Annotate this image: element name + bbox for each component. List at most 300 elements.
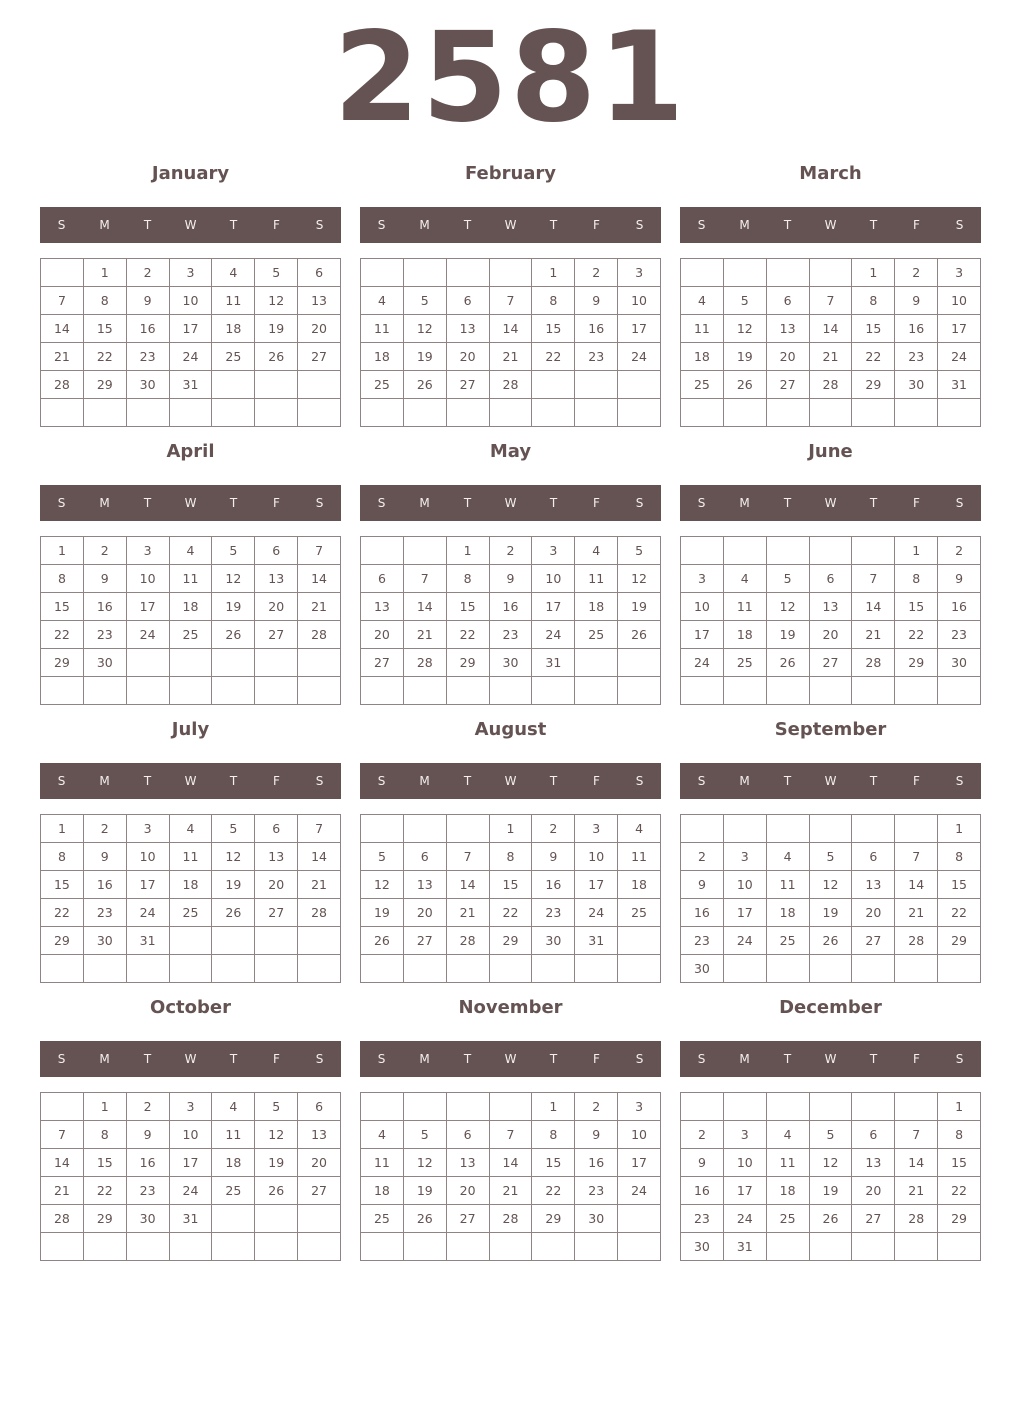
day-cell: 31 [938,371,981,399]
day-cell: 12 [212,565,255,593]
day-cell: 13 [810,593,853,621]
day-cell: 16 [938,593,981,621]
day-cell: 15 [532,1149,575,1177]
weekday-label: S [57,774,66,788]
day-cell: 4 [361,287,404,315]
weekday-header [40,763,341,799]
day-cell: 17 [170,1149,213,1177]
day-cell: 16 [575,1149,618,1177]
day-cell [361,815,404,843]
day-cell: 21 [298,593,341,621]
day-cell: 1 [41,537,84,565]
day-cell: 7 [298,815,341,843]
day-cell: 20 [298,1149,341,1177]
day-cell: 8 [84,287,127,315]
day-cell: 29 [938,927,981,955]
day-cell: 24 [681,649,724,677]
day-grid [40,536,341,705]
day-cell: 3 [938,259,981,287]
day-cell: 28 [490,1205,533,1233]
day-cell [212,927,255,955]
day-cell [361,955,404,983]
day-cell: 2 [490,537,533,565]
day-cell [618,649,661,677]
weekday-label: T [549,1052,558,1066]
weekday-label: T [143,496,152,510]
day-cell: 25 [767,1205,810,1233]
day-cell: 23 [532,899,575,927]
day-cell: 16 [681,1177,724,1205]
month-name: November [458,997,563,1018]
day-cell: 3 [575,815,618,843]
day-cell: 26 [255,343,298,371]
day-cell: 27 [298,1177,341,1205]
weekday-label: W [504,496,517,510]
day-cell: 14 [490,1149,533,1177]
day-cell [212,371,255,399]
day-cell: 12 [255,1121,298,1149]
day-cell: 12 [767,593,810,621]
day-cell: 7 [852,565,895,593]
day-cell [490,399,533,427]
day-cell: 29 [490,927,533,955]
day-cell: 1 [532,1093,575,1121]
day-cell: 7 [404,565,447,593]
day-cell [852,537,895,565]
day-cell: 15 [852,315,895,343]
day-cell [361,677,404,705]
day-cell [447,259,490,287]
weekday-label: F [593,218,600,232]
day-cell: 1 [938,1093,981,1121]
day-cell: 13 [767,315,810,343]
weekday-label: W [504,1052,517,1066]
day-cell: 6 [404,843,447,871]
day-cell: 16 [84,871,127,899]
day-cell: 13 [404,871,447,899]
day-cell: 11 [618,843,661,871]
day-cell [852,955,895,983]
day-cell: 24 [618,343,661,371]
day-cell: 30 [490,649,533,677]
day-cell: 9 [681,871,724,899]
day-cell: 30 [681,1233,724,1261]
day-cell: 8 [938,1121,981,1149]
day-cell: 20 [852,899,895,927]
day-cell: 17 [575,871,618,899]
day-cell [41,955,84,983]
weekday-label: S [315,218,324,232]
day-cell: 19 [361,899,404,927]
weekday-header [40,485,341,521]
day-cell: 24 [170,343,213,371]
day-cell: 24 [532,621,575,649]
day-cell: 11 [212,1121,255,1149]
day-cell: 6 [852,843,895,871]
day-cell: 1 [895,537,938,565]
day-cell [84,399,127,427]
month-name: May [489,441,532,462]
day-cell: 19 [404,1177,447,1205]
day-cell: 24 [127,899,170,927]
day-cell [255,371,298,399]
day-cell: 26 [255,1177,298,1205]
day-cell [852,1093,895,1121]
day-cell: 16 [532,871,575,899]
weekday-label: S [377,218,386,232]
day-cell: 20 [361,621,404,649]
day-cell [490,677,533,705]
day-cell: 23 [127,343,170,371]
day-cell [170,955,213,983]
day-cell: 17 [127,871,170,899]
day-cell: 29 [447,649,490,677]
day-cell: 14 [490,315,533,343]
day-cell: 21 [895,899,938,927]
day-cell: 5 [255,259,298,287]
day-cell: 13 [447,1149,490,1177]
day-cell [681,677,724,705]
weekday-label: S [377,496,386,510]
day-cell: 3 [170,1093,213,1121]
day-cell: 9 [895,287,938,315]
weekday-label: T [549,218,558,232]
day-cell: 14 [895,1149,938,1177]
day-cell: 5 [767,565,810,593]
day-cell: 11 [767,871,810,899]
day-cell [810,677,853,705]
day-cell [810,955,853,983]
day-cell: 17 [618,1149,661,1177]
day-cell: 25 [361,1205,404,1233]
day-cell: 25 [170,621,213,649]
day-cell: 25 [618,899,661,927]
day-cell [41,1233,84,1261]
day-cell: 10 [618,287,661,315]
day-grid [360,814,661,983]
weekday-header [680,763,981,799]
day-cell: 21 [895,1177,938,1205]
day-cell: 13 [298,1121,341,1149]
day-cell: 26 [618,621,661,649]
day-cell: 9 [681,1149,724,1177]
day-cell: 23 [84,899,127,927]
day-cell [361,1233,404,1261]
weekday-label: M [99,774,110,788]
day-cell: 18 [575,593,618,621]
day-cell [127,677,170,705]
day-cell: 21 [852,621,895,649]
day-cell: 29 [41,649,84,677]
day-cell: 9 [575,287,618,315]
day-cell [490,259,533,287]
weekday-label: T [783,1052,792,1066]
day-cell: 10 [681,593,724,621]
weekday-label: F [913,774,920,788]
day-cell: 27 [852,927,895,955]
weekday-label: S [697,1052,706,1066]
weekday-label: W [184,218,197,232]
weekday-label: T [463,1052,472,1066]
day-cell [575,677,618,705]
weekday-label: S [635,496,644,510]
day-cell: 3 [170,259,213,287]
weekday-label: S [315,1052,324,1066]
weekday-label: M [419,496,430,510]
day-cell [575,1233,618,1261]
day-cell: 25 [681,371,724,399]
day-cell: 3 [681,565,724,593]
day-cell [447,677,490,705]
weekday-label: M [99,1052,110,1066]
day-grid [40,1092,341,1261]
day-cell: 26 [212,621,255,649]
day-cell: 2 [532,815,575,843]
day-cell: 28 [490,371,533,399]
day-cell: 16 [895,315,938,343]
day-cell: 15 [447,593,490,621]
day-cell: 17 [532,593,575,621]
day-cell: 5 [810,843,853,871]
day-cell: 11 [361,315,404,343]
day-cell: 1 [490,815,533,843]
day-cell: 19 [618,593,661,621]
day-cell [938,955,981,983]
day-cell: 28 [895,1205,938,1233]
month-name: June [808,441,853,462]
day-cell: 13 [852,871,895,899]
day-cell [681,399,724,427]
day-cell: 3 [127,815,170,843]
day-cell: 20 [810,621,853,649]
day-cell: 11 [170,843,213,871]
day-cell: 17 [938,315,981,343]
day-cell [724,677,767,705]
day-cell: 14 [41,1149,84,1177]
day-cell [127,399,170,427]
weekday-label: S [955,774,964,788]
day-cell [298,677,341,705]
day-cell: 10 [127,565,170,593]
day-cell: 27 [298,343,341,371]
day-cell [532,955,575,983]
weekday-label: T [783,496,792,510]
day-cell [255,677,298,705]
day-cell: 28 [41,371,84,399]
weekday-label: W [504,774,517,788]
day-cell: 22 [447,621,490,649]
weekday-label: F [273,774,280,788]
day-cell: 14 [41,315,84,343]
day-cell: 23 [575,1177,618,1205]
day-cell [575,649,618,677]
day-cell: 7 [490,1121,533,1149]
month-name: February [464,163,557,184]
day-cell [724,815,767,843]
day-cell: 20 [298,315,341,343]
day-cell: 19 [255,315,298,343]
day-cell: 15 [532,315,575,343]
day-cell: 19 [810,899,853,927]
day-cell: 20 [255,871,298,899]
day-cell: 3 [724,843,767,871]
day-cell [532,677,575,705]
day-cell [724,399,767,427]
day-cell: 20 [852,1177,895,1205]
day-cell [298,649,341,677]
day-cell: 23 [127,1177,170,1205]
day-grid [40,258,341,427]
day-cell: 8 [447,565,490,593]
weekday-label: S [315,774,324,788]
weekday-label: F [913,1052,920,1066]
weekday-label: M [739,218,750,232]
day-cell [212,677,255,705]
day-cell: 10 [618,1121,661,1149]
day-cell [298,1205,341,1233]
day-cell [938,399,981,427]
day-cell [767,399,810,427]
day-cell: 22 [938,1177,981,1205]
weekday-label: M [419,218,430,232]
day-cell [127,649,170,677]
day-cell: 27 [255,899,298,927]
day-cell: 26 [810,1205,853,1233]
day-grid [360,258,661,427]
day-cell: 14 [810,315,853,343]
weekday-header [40,1041,341,1077]
weekday-label: T [869,774,878,788]
day-cell [255,955,298,983]
day-cell: 1 [447,537,490,565]
day-cell: 2 [575,259,618,287]
day-cell [490,1093,533,1121]
weekday-label: T [463,496,472,510]
day-cell: 19 [404,343,447,371]
day-cell: 21 [810,343,853,371]
day-cell: 9 [938,565,981,593]
day-cell [618,371,661,399]
day-cell [810,1093,853,1121]
day-cell [212,1233,255,1261]
weekday-header [360,485,661,521]
day-cell [212,955,255,983]
day-cell: 12 [255,287,298,315]
day-cell: 3 [618,1093,661,1121]
day-cell: 31 [575,927,618,955]
day-cell: 6 [255,815,298,843]
weekday-label: M [99,496,110,510]
month-name: July [171,719,210,740]
day-cell: 2 [127,259,170,287]
weekday-label: F [593,496,600,510]
day-cell: 24 [170,1177,213,1205]
weekday-label: W [824,1052,837,1066]
day-cell: 29 [895,649,938,677]
weekday-label: S [955,1052,964,1066]
day-cell: 4 [767,843,810,871]
day-cell: 14 [852,593,895,621]
day-cell: 9 [127,1121,170,1149]
day-cell: 25 [767,927,810,955]
day-cell: 4 [681,287,724,315]
day-cell [490,1233,533,1261]
day-cell: 30 [127,1205,170,1233]
day-cell [298,1233,341,1261]
day-cell: 31 [170,371,213,399]
weekday-label: M [419,1052,430,1066]
day-cell: 18 [170,871,213,899]
day-cell: 7 [895,1121,938,1149]
day-cell: 23 [490,621,533,649]
day-cell: 19 [767,621,810,649]
day-cell: 11 [767,1149,810,1177]
year-title: 2581 [333,6,687,150]
day-cell: 1 [532,259,575,287]
day-cell: 12 [212,843,255,871]
weekday-label: T [229,496,238,510]
weekday-label: F [913,496,920,510]
day-cell: 15 [41,871,84,899]
day-cell: 7 [41,287,84,315]
day-cell [767,955,810,983]
day-cell: 11 [170,565,213,593]
day-cell: 20 [255,593,298,621]
day-cell: 6 [361,565,404,593]
day-cell [895,399,938,427]
day-cell: 2 [895,259,938,287]
day-cell: 26 [767,649,810,677]
day-cell: 17 [170,315,213,343]
day-cell: 17 [127,593,170,621]
weekday-label: T [549,496,558,510]
day-cell: 25 [724,649,767,677]
day-cell [170,677,213,705]
day-cell: 6 [810,565,853,593]
day-cell: 7 [41,1121,84,1149]
day-cell [170,927,213,955]
day-cell [575,399,618,427]
weekday-label: M [739,1052,750,1066]
day-cell: 28 [852,649,895,677]
day-cell: 8 [895,565,938,593]
day-cell: 21 [490,343,533,371]
day-cell: 20 [447,343,490,371]
day-cell: 27 [810,649,853,677]
day-cell [895,1233,938,1261]
day-cell: 25 [212,1177,255,1205]
day-cell [447,815,490,843]
day-cell: 20 [447,1177,490,1205]
day-cell [490,955,533,983]
day-cell: 11 [212,287,255,315]
day-cell [404,259,447,287]
weekday-header [360,1041,661,1077]
weekday-label: S [377,1052,386,1066]
day-cell: 12 [810,871,853,899]
day-cell: 22 [532,343,575,371]
day-cell: 26 [810,927,853,955]
day-cell: 27 [361,649,404,677]
day-cell: 23 [681,1205,724,1233]
day-cell: 8 [490,843,533,871]
day-cell [895,677,938,705]
weekday-label: S [57,496,66,510]
day-cell [618,399,661,427]
day-cell: 22 [41,621,84,649]
day-cell: 23 [84,621,127,649]
day-cell: 31 [724,1233,767,1261]
